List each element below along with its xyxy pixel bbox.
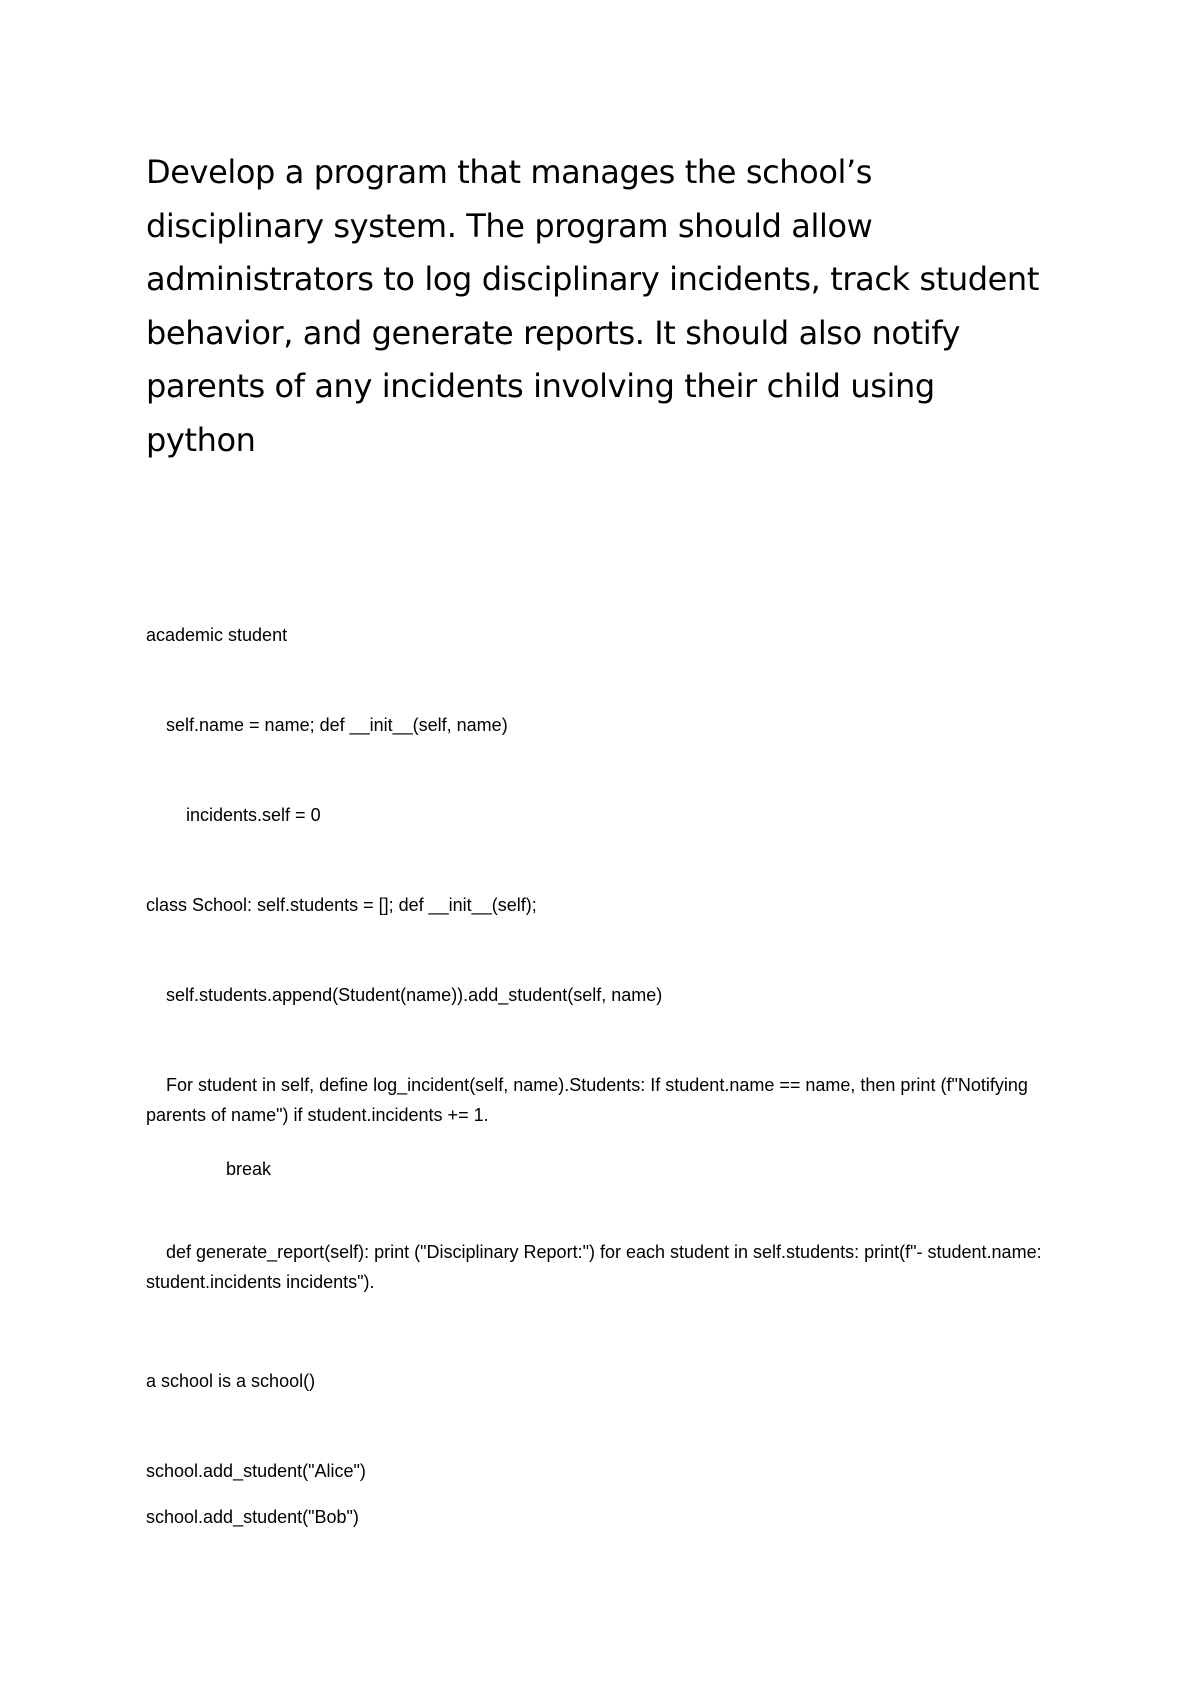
question-heading: Develop a program that manages the school’s disciplinary system. The program should allow administrators to log disciplinary incidents, track student behavior, and generate reports. It should also notify parents of any incidents involving their child using python — [146, 153, 1039, 459]
code-line-9: a school is a school() — [146, 1371, 316, 1391]
code-line-4: class School: self.students = []; def __init__(self); — [146, 895, 537, 915]
code-line-7: break — [226, 1159, 272, 1179]
code-line-10: school.add_student("Alice") — [146, 1461, 366, 1481]
code-line-8: def generate_report(self): print ("Disciplinary Report:") for each student in self.students: print(f"- student.name: student.incidents incidents"). — [146, 1242, 1042, 1292]
code-line-3: incidents.self = 0 — [186, 805, 321, 825]
code-line-1: academic student — [146, 625, 288, 645]
code-line-11: school.add_student("Bob") — [146, 1507, 359, 1527]
code-line-5: self.students.append(Student(name)).add_student(self, name) — [166, 985, 663, 1005]
code-line-6: For student in self, define log_incident(self, name).Students: If student.name == name, then print (f"Notifying parents of name") if student.incidents += 1. — [146, 1075, 1028, 1125]
code-line-2: self.name = name; def __init__(self, name) — [166, 715, 508, 735]
